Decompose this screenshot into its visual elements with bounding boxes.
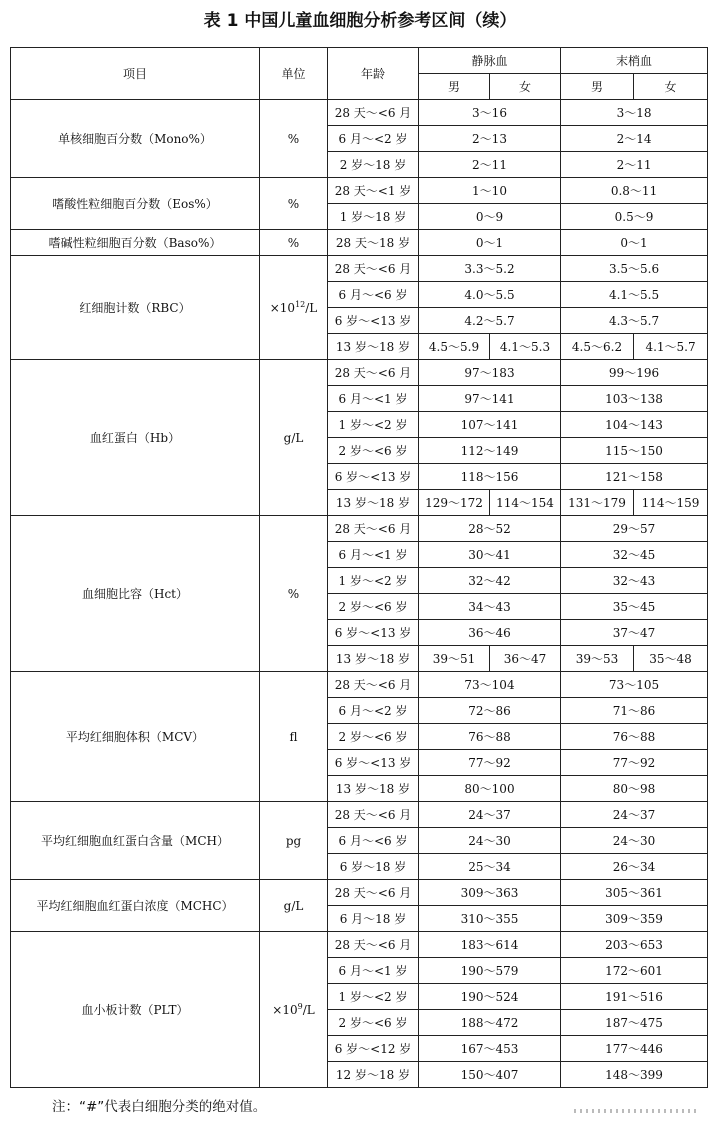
- venous-value: 72～86: [419, 698, 561, 724]
- age-range: 28 天～<6 月: [328, 360, 419, 386]
- capillary-value: 80～98: [561, 776, 708, 802]
- item-name: 血小板计数（PLT）: [11, 932, 260, 1088]
- venous-value: 107～141: [419, 412, 561, 438]
- venous-value: 183～614: [419, 932, 561, 958]
- unit: [260, 516, 328, 672]
- capillary-value: 35～45: [561, 594, 708, 620]
- age-range: 13 岁～18 岁: [328, 334, 419, 360]
- capillary-value: 177～446: [561, 1036, 708, 1062]
- venous-value: 2～11: [419, 152, 561, 178]
- unit-base: %: [287, 586, 300, 601]
- capillary-value: 2～11: [561, 152, 708, 178]
- reference-table: [10, 47, 708, 1088]
- table-row: [11, 178, 708, 204]
- capillary-female-value: 114～159: [634, 490, 708, 516]
- age-range: 6 岁～<13 岁: [328, 308, 419, 334]
- age-range: 13 岁～18 岁: [328, 490, 419, 516]
- capillary-value: 191～516: [561, 984, 708, 1010]
- venous-value: 76～88: [419, 724, 561, 750]
- venous-value: 4.0～5.5: [419, 282, 561, 308]
- capillary-value: 71～86: [561, 698, 708, 724]
- capillary-value: 24～30: [561, 828, 708, 854]
- table-title: 表 1 中国儿童血细胞分析参考区间（续）: [203, 11, 517, 31]
- venous-value: 36～46: [419, 620, 561, 646]
- age-range: 2 岁～<6 岁: [328, 1010, 419, 1036]
- venous-value: 25～34: [419, 854, 561, 880]
- unit: [260, 178, 328, 230]
- venous-value: 24～30: [419, 828, 561, 854]
- item-name: 平均红细胞血红蛋白含量（MCH）: [11, 802, 260, 880]
- unit: [260, 672, 328, 802]
- unit-suffix: /L: [302, 1003, 315, 1017]
- unit-base: ×10: [272, 1003, 298, 1017]
- age-range: 28 天～<6 月: [328, 516, 419, 542]
- venous-value: 24～37: [419, 802, 561, 828]
- capillary-value: 26～34: [561, 854, 708, 880]
- capillary-value: 203～653: [561, 932, 708, 958]
- age-range: 1 岁～18 岁: [328, 204, 419, 230]
- age-range: 6 岁～18 岁: [328, 854, 419, 880]
- age-range: 28 天～<1 岁: [328, 178, 419, 204]
- unit: [260, 230, 328, 256]
- age-range: 1 岁～<2 岁: [328, 412, 419, 438]
- age-range: 28 天～<6 月: [328, 932, 419, 958]
- venous-value: 310～355: [419, 906, 561, 932]
- age-range: 13 岁～18 岁: [328, 776, 419, 802]
- capillary-value: 103～138: [561, 386, 708, 412]
- unit: [260, 802, 328, 880]
- unit: [260, 880, 328, 932]
- table-row: [11, 230, 708, 256]
- age-range: 28 天～<6 月: [328, 100, 419, 126]
- table-row: [11, 802, 708, 828]
- unit-base: pg: [285, 833, 302, 848]
- unit-base: %: [287, 131, 300, 146]
- capillary-value: 172～601: [561, 958, 708, 984]
- table-row: [11, 672, 708, 698]
- capillary-female-value: 4.1～5.7: [634, 334, 708, 360]
- capillary-value: 4.3～5.7: [561, 308, 708, 334]
- capillary-value: 3.5～5.6: [561, 256, 708, 282]
- capillary-value: 0.8～11: [561, 178, 708, 204]
- venous-value: 118～156: [419, 464, 561, 490]
- header-capillary-male: 男: [561, 74, 634, 100]
- footnote: 注：“#”代表白细胞分类的绝对值。: [52, 1099, 267, 1115]
- watermark-dots: [574, 1109, 700, 1113]
- age-range: 28 天～<6 月: [328, 256, 419, 282]
- age-range: 6 月～<2 岁: [328, 698, 419, 724]
- capillary-value: 4.1～5.5: [561, 282, 708, 308]
- venous-value: 167～453: [419, 1036, 561, 1062]
- venous-value: 4.2～5.7: [419, 308, 561, 334]
- venous-value: 0～1: [419, 230, 561, 256]
- venous-value: 309～363: [419, 880, 561, 906]
- item-name: 血红蛋白（Hb）: [11, 360, 260, 516]
- age-range: 6 岁～<12 岁: [328, 1036, 419, 1062]
- venous-value: 2～13: [419, 126, 561, 152]
- unit-base: g/L: [283, 898, 304, 913]
- capillary-value: 76～88: [561, 724, 708, 750]
- venous-male-value: 129～172: [419, 490, 490, 516]
- venous-value: 32～42: [419, 568, 561, 594]
- unit-base: fl: [289, 729, 298, 744]
- capillary-female-value: 35～48: [634, 646, 708, 672]
- venous-value: 0～9: [419, 204, 561, 230]
- venous-value: 188～472: [419, 1010, 561, 1036]
- venous-value: 190～524: [419, 984, 561, 1010]
- header-unit: 单位: [260, 48, 328, 100]
- header-venous-male: 男: [419, 74, 490, 100]
- unit: [260, 360, 328, 516]
- venous-value: 3.3～5.2: [419, 256, 561, 282]
- capillary-value: 24～37: [561, 802, 708, 828]
- venous-value: 34～43: [419, 594, 561, 620]
- item-name: 嗜酸性粒细胞百分数（Eos%）: [11, 178, 260, 230]
- capillary-value: 0～1: [561, 230, 708, 256]
- table-row: [11, 880, 708, 906]
- item-name: 红细胞计数（RBC）: [11, 256, 260, 360]
- age-range: 6 月～<6 岁: [328, 828, 419, 854]
- capillary-value: 104～143: [561, 412, 708, 438]
- age-range: 2 岁～<6 岁: [328, 724, 419, 750]
- capillary-value: 77～92: [561, 750, 708, 776]
- age-range: 6 岁～<13 岁: [328, 464, 419, 490]
- venous-value: 77～92: [419, 750, 561, 776]
- capillary-value: 0.5～9: [561, 204, 708, 230]
- age-range: 6 月～<1 岁: [328, 958, 419, 984]
- venous-value: 73～104: [419, 672, 561, 698]
- age-range: 28 天～18 岁: [328, 230, 419, 256]
- item-name: 单核细胞百分数（Mono%）: [11, 100, 260, 178]
- header-capillary: 末梢血: [561, 48, 708, 74]
- header-age: 年龄: [328, 48, 419, 100]
- venous-value: 97～183: [419, 360, 561, 386]
- capillary-value: 73～105: [561, 672, 708, 698]
- venous-value: 97～141: [419, 386, 561, 412]
- table-row: [11, 516, 708, 542]
- age-range: 28 天～<6 月: [328, 802, 419, 828]
- unit-base: g/L: [283, 430, 304, 445]
- unit: [260, 932, 328, 1088]
- header-capillary-female: 女: [634, 74, 708, 100]
- capillary-value: 32～43: [561, 568, 708, 594]
- capillary-male-value: 131～179: [561, 490, 634, 516]
- unit-base: ×10: [269, 301, 296, 315]
- venous-value: 30～41: [419, 542, 561, 568]
- item-name: 平均红细胞体积（MCV）: [11, 672, 260, 802]
- item-name: 血细胞比容（Hct）: [11, 516, 260, 672]
- capillary-value: 187～475: [561, 1010, 708, 1036]
- unit: [260, 100, 328, 178]
- age-range: 28 天～<6 月: [328, 672, 419, 698]
- age-range: 2 岁～<6 岁: [328, 594, 419, 620]
- unit-base: %: [287, 196, 300, 211]
- unit: [260, 256, 328, 360]
- header-venous: 静脉血: [419, 48, 561, 74]
- capillary-value: 29～57: [561, 516, 708, 542]
- item-name: 平均红细胞血红蛋白浓度（MCHC）: [11, 880, 260, 932]
- venous-value: 1～10: [419, 178, 561, 204]
- capillary-value: 3～18: [561, 100, 708, 126]
- age-range: 6 月～18 岁: [328, 906, 419, 932]
- capillary-value: 148～399: [561, 1062, 708, 1088]
- header-item: 项目: [11, 48, 260, 100]
- age-range: 6 月～<2 岁: [328, 126, 419, 152]
- venous-female-value: 4.1～5.3: [490, 334, 561, 360]
- age-range: 13 岁～18 岁: [328, 646, 419, 672]
- venous-value: 112～149: [419, 438, 561, 464]
- venous-female-value: 36～47: [490, 646, 561, 672]
- capillary-value: 2～14: [561, 126, 708, 152]
- age-range: 1 岁～<2 岁: [328, 984, 419, 1010]
- age-range: 6 月～<6 岁: [328, 282, 419, 308]
- age-range: 2 岁～18 岁: [328, 152, 419, 178]
- venous-male-value: 4.5～5.9: [419, 334, 490, 360]
- capillary-value: 32～45: [561, 542, 708, 568]
- unit-base: %: [287, 235, 300, 250]
- table-body: [11, 100, 708, 1088]
- age-range: 28 天～<6 月: [328, 880, 419, 906]
- age-range: 12 岁～18 岁: [328, 1062, 419, 1088]
- venous-value: 150～407: [419, 1062, 561, 1088]
- venous-female-value: 114～154: [490, 490, 561, 516]
- table-row: [11, 256, 708, 282]
- capillary-value: 115～150: [561, 438, 708, 464]
- header-venous-female: 女: [490, 74, 561, 100]
- capillary-value: 99～196: [561, 360, 708, 386]
- age-range: 1 岁～<2 岁: [328, 568, 419, 594]
- item-name: 嗜碱性粒细胞百分数（Baso%）: [11, 230, 260, 256]
- table-row: [11, 360, 708, 386]
- table-row: [11, 100, 708, 126]
- age-range: 2 岁～<6 岁: [328, 438, 419, 464]
- venous-value: 80～100: [419, 776, 561, 802]
- unit-exponent: 12: [295, 300, 306, 309]
- table-row: [11, 932, 708, 958]
- age-range: 6 岁～<13 岁: [328, 750, 419, 776]
- age-range: 6 月～<1 岁: [328, 542, 419, 568]
- unit-exponent: 9: [297, 1002, 303, 1011]
- age-range: 6 岁～<13 岁: [328, 620, 419, 646]
- capillary-value: 121～158: [561, 464, 708, 490]
- capillary-male-value: 4.5～6.2: [561, 334, 634, 360]
- venous-male-value: 39～51: [419, 646, 490, 672]
- venous-value: 28～52: [419, 516, 561, 542]
- capillary-male-value: 39～53: [561, 646, 634, 672]
- age-range: 6 月～<1 岁: [328, 386, 419, 412]
- capillary-value: 305～361: [561, 880, 708, 906]
- capillary-value: 37～47: [561, 620, 708, 646]
- capillary-value: 309～359: [561, 906, 708, 932]
- unit-suffix: /L: [305, 301, 318, 315]
- venous-value: 190～579: [419, 958, 561, 984]
- venous-value: 3～16: [419, 100, 561, 126]
